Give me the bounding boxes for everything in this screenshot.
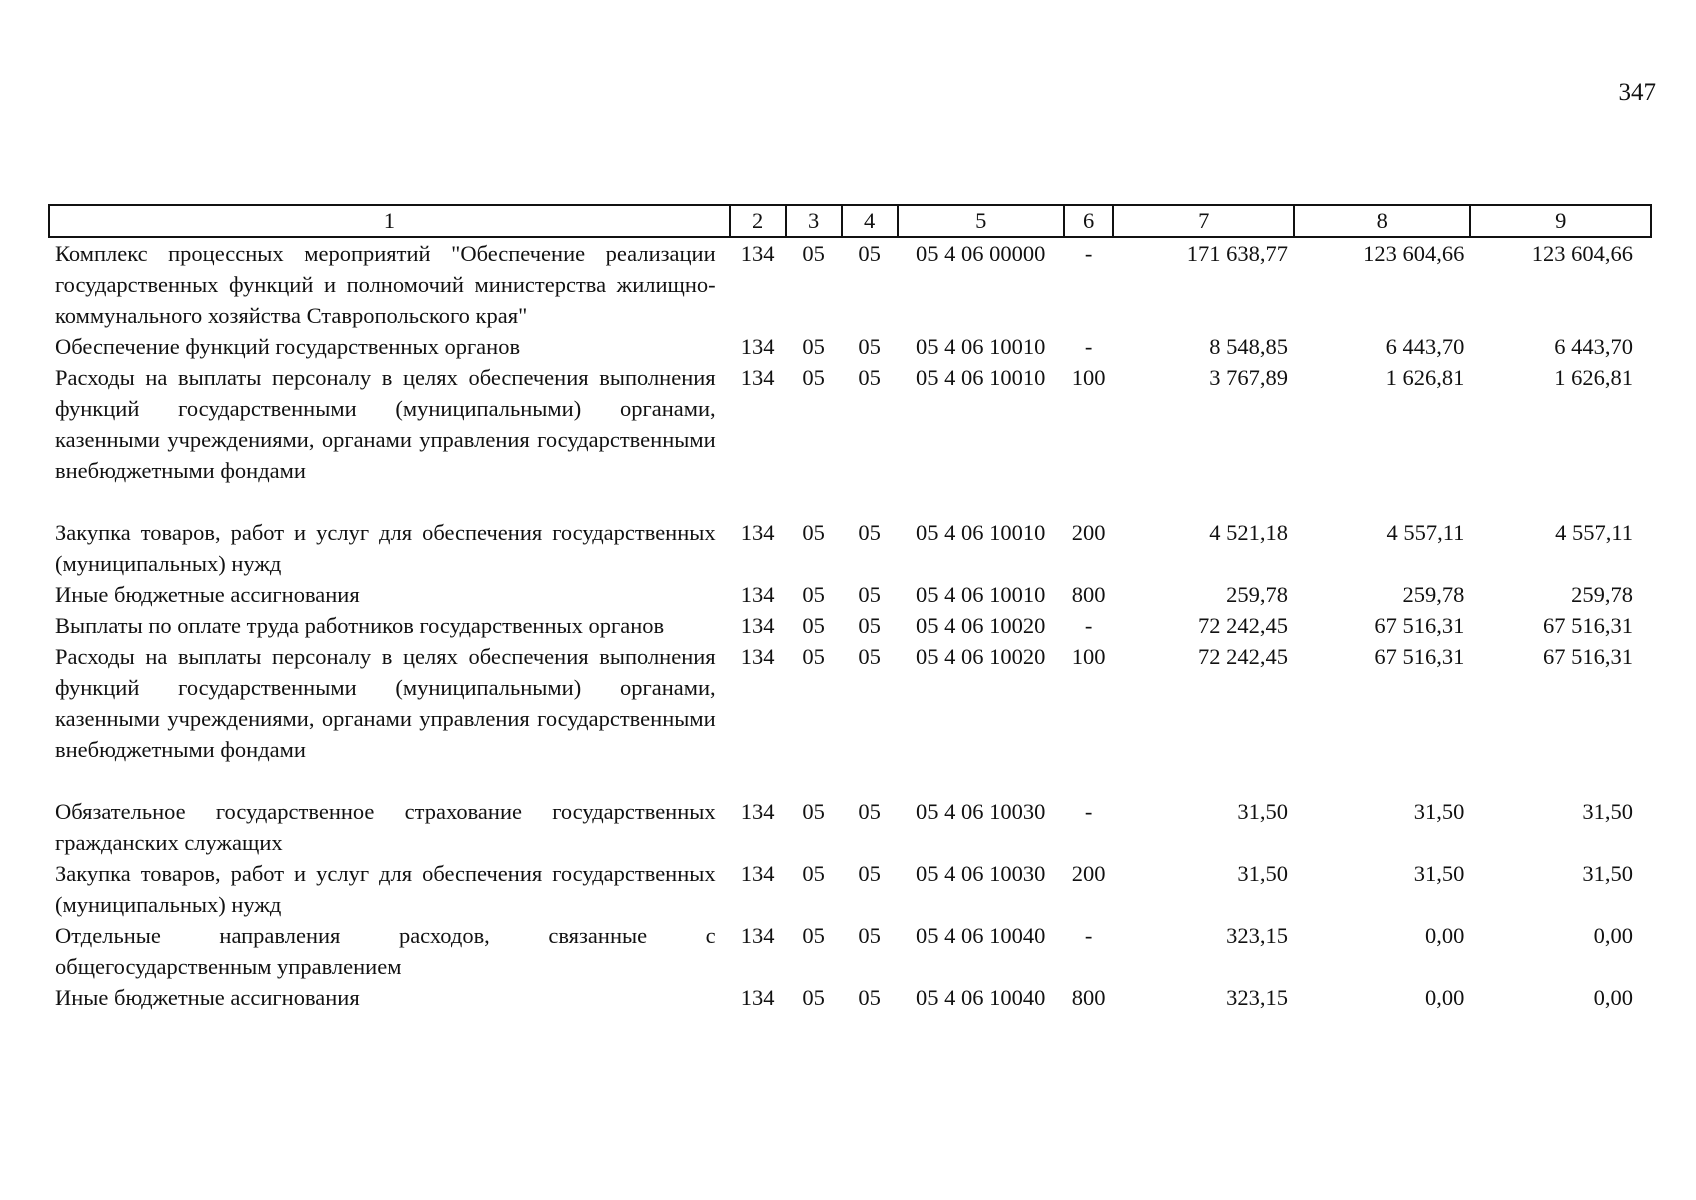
cell-rz: 05 [802,644,825,669]
cell-s3: 31,50 [1582,861,1633,886]
cell-csr: 05 4 06 10030 [916,799,1046,824]
cell-s3: 1 626,81 [1554,365,1633,390]
header-col-2: 2 [730,205,786,237]
table-row [49,362,1651,486]
cell-s2: 67 516,31 [1374,613,1465,638]
cell-csr: 05 4 06 00000 [916,241,1046,266]
cell-s2: 0,00 [1425,923,1465,948]
cell-s2: 31,50 [1413,861,1465,886]
spacer-cell [49,765,1651,796]
header-col-8: 8 [1294,205,1470,237]
cell-s2: 4 557,11 [1386,520,1465,545]
cell-s1: 72 242,45 [1198,644,1289,669]
cell-vr: - [1084,334,1093,359]
spacer-cell [49,486,1651,517]
table-row [49,796,1651,858]
cell-pr: 05 [858,799,881,824]
cell-s3: 6 443,70 [1554,334,1633,359]
cell-name: Иные бюджетные ассигнования [55,582,360,607]
header-col-1: 1 [49,205,730,237]
cell-csr: 05 4 06 10020 [916,644,1046,669]
cell-vr: 200 [1071,861,1106,886]
cell-s2: 1 626,81 [1385,365,1465,390]
cell-name: Отдельные направления расходов, связанные с общегосударственным управлением [55,923,716,979]
cell-s2: 31,50 [1413,799,1465,824]
cell-s3: 0,00 [1593,985,1633,1010]
table-row [49,610,1651,641]
cell-vr: - [1084,613,1093,638]
cell-pr: 05 [858,923,881,948]
cell-ved: 134 [740,985,775,1010]
cell-csr: 05 4 06 10040 [916,923,1046,948]
cell-ved: 134 [740,241,775,266]
cell-s1: 3 767,89 [1209,365,1289,390]
header-col-5: 5 [898,205,1064,237]
cell-csr: 05 4 06 10010 [916,365,1046,390]
header-col-9: 9 [1470,205,1651,237]
cell-name: Выплаты по оплате труда работников государственных органов [55,613,665,638]
cell-s1: 171 638,77 [1186,241,1289,266]
table-row [49,858,1651,920]
table-row [49,982,1651,1013]
cell-pr: 05 [858,644,881,669]
cell-ved: 134 [740,365,775,390]
header-col-7: 7 [1113,205,1294,237]
cell-s1: 4 521,18 [1209,520,1289,545]
cell-name: Обязательное государственное страхование государственных гражданских служащих [55,799,716,855]
column-numbers-header [49,205,1651,237]
cell-pr: 05 [858,241,881,266]
cell-ved: 134 [740,799,775,824]
page-number: 347 [1618,79,1656,106]
header-col-4: 4 [842,205,898,237]
cell-rz: 05 [802,582,825,607]
cell-vr: 200 [1071,520,1106,545]
cell-ved: 134 [740,861,775,886]
table-row [49,641,1651,765]
cell-rz: 05 [802,520,825,545]
table-row [49,579,1651,610]
cell-s1: 72 242,45 [1198,613,1289,638]
cell-s2: 259,78 [1402,582,1465,607]
cell-rz: 05 [802,799,825,824]
cell-vr: 800 [1071,582,1106,607]
cell-pr: 05 [858,613,881,638]
cell-s3: 259,78 [1571,582,1633,607]
cell-s3: 67 516,31 [1543,613,1633,638]
cell-s1: 8 548,85 [1209,334,1289,359]
cell-s3: 31,50 [1582,799,1633,824]
cell-rz: 05 [802,613,825,638]
table-row [49,331,1651,362]
cell-ved: 134 [740,582,775,607]
cell-s1: 323,15 [1226,923,1289,948]
cell-rz: 05 [802,985,825,1010]
cell-vr: 100 [1071,644,1106,669]
cell-s3: 0,00 [1593,923,1633,948]
cell-csr: 05 4 06 10020 [916,613,1046,638]
cell-s1: 31,50 [1237,861,1289,886]
cell-ved: 134 [740,613,775,638]
cell-pr: 05 [858,582,881,607]
cell-s3: 67 516,31 [1543,644,1633,669]
cell-rz: 05 [802,365,825,390]
cell-vr: 100 [1071,365,1106,390]
cell-s1: 259,78 [1226,582,1289,607]
cell-csr: 05 4 06 10040 [916,985,1046,1010]
cell-pr: 05 [858,520,881,545]
cell-s1: 323,15 [1226,985,1289,1010]
table-row [49,920,1651,982]
row-spacer [49,765,1651,796]
cell-csr: 05 4 06 10010 [916,582,1046,607]
cell-s2: 6 443,70 [1385,334,1465,359]
cell-pr: 05 [858,985,881,1010]
cell-ved: 134 [740,334,775,359]
table-body [49,237,1651,1013]
cell-s3: 4 557,11 [1555,520,1633,545]
cell-pr: 05 [858,365,881,390]
cell-csr: 05 4 06 10010 [916,334,1046,359]
table-row [49,237,1651,331]
cell-ved: 134 [740,644,775,669]
cell-name: Закупка товаров, работ и услуг для обеспечения государственных (муниципальных) нужд [55,520,716,576]
cell-vr: 800 [1071,985,1106,1010]
budget-table [48,204,1652,1013]
cell-s2: 67 516,31 [1374,644,1465,669]
cell-rz: 05 [802,923,825,948]
cell-s2: 0,00 [1425,985,1465,1010]
cell-rz: 05 [802,861,825,886]
cell-csr: 05 4 06 10010 [916,520,1046,545]
cell-s1: 31,50 [1237,799,1289,824]
cell-name: Иные бюджетные ассигнования [55,985,360,1010]
cell-pr: 05 [858,861,881,886]
cell-name: Расходы на выплаты персоналу в целях обеспечения выполнения функций государственными (муниципальными) органами, казенными учреждениями, органами управления государственными внебюджетными фондами [55,644,716,762]
cell-name: Обеспечение функций государственных органов [55,334,521,359]
header-col-3: 3 [786,205,842,237]
cell-rz: 05 [802,334,825,359]
cell-ved: 134 [740,520,775,545]
cell-vr: - [1084,241,1093,266]
header-col-6: 6 [1064,205,1114,237]
cell-vr: - [1084,799,1093,824]
cell-pr: 05 [858,334,881,359]
table-row [49,517,1651,579]
cell-vr: - [1084,923,1093,948]
cell-s2: 123 604,66 [1363,241,1465,266]
cell-name: Расходы на выплаты персоналу в целях обеспечения выполнения функций государственными (муниципальными) органами, казенными учреждениями, органами управления государственными внебюджетными фондами [55,365,716,483]
cell-s3: 123 604,66 [1531,241,1633,266]
cell-csr: 05 4 06 10030 [916,861,1046,886]
cell-ved: 134 [740,923,775,948]
cell-name: Комплекс процессных мероприятий "Обеспечение реализации государственных функций и полномочий министерства жилищно-коммунального хозяйства Ставропольского края" [55,241,716,328]
cell-rz: 05 [802,241,825,266]
row-spacer [49,486,1651,517]
cell-name: Закупка товаров, работ и услуг для обеспечения государственных (муниципальных) нужд [55,861,716,917]
